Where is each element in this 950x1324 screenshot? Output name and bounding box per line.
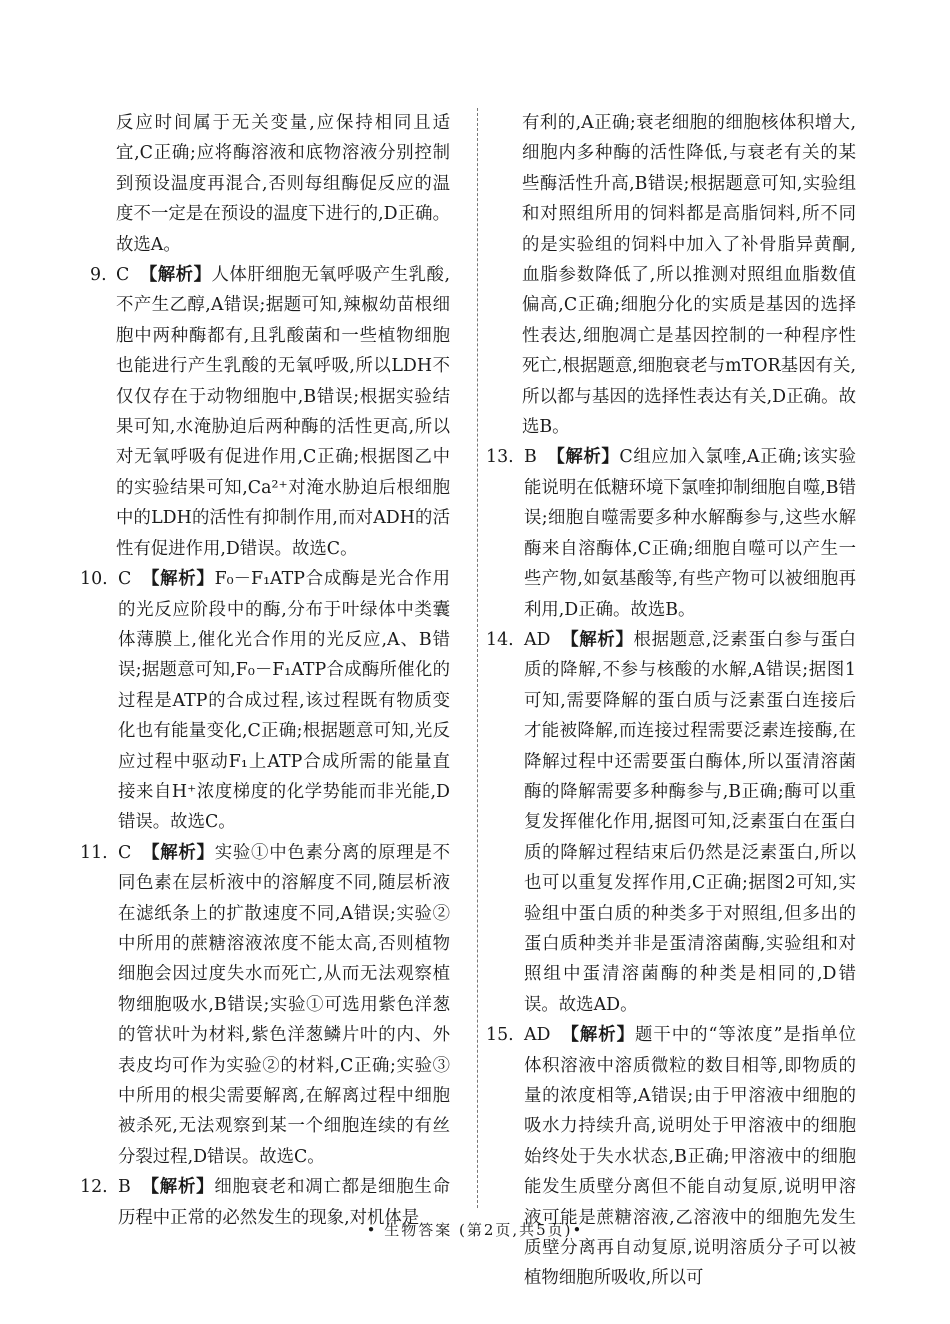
- column-divider: [477, 108, 478, 1208]
- question-9-explanation: [90, 260, 450, 564]
- question-number: 12.: [80, 1177, 108, 1198]
- question-15-explanation: [486, 1020, 856, 1294]
- question-number: 14.: [486, 629, 514, 650]
- question-10-explanation: [80, 564, 450, 838]
- analysis-tag: 【解析】: [560, 629, 634, 650]
- right-column: [486, 108, 856, 1294]
- explanation-text: 人体肝细胞无氧呼吸产生乳酸,不产生乙醇,A错误;据题可知,辣椒幼苗根细胞中两种酶都有,且乳酸菌和一些植物细胞也能进行产生乳酸的无氧呼吸,所以LDH不仅仅存在于动物细胞中,B错误;根据实验结果可知,水淹胁迫后两种酶的活性更高,所以对无氧呼吸有促进作用,C正确;根据图乙中的实验结果可知,Ca²⁺对淹水胁迫后根细胞中的LDH的活性有抑制作用,而对ADH的活性有促进作用,D错误。故选C。: [116, 265, 450, 559]
- explanation-text: F₀－F₁ATP合成酶是光合作用的光反应阶段中的酶,分布于叶绿体中类囊体薄膜上,催化光合作用的光反应,A、B错误;据题意可知,F₀－F₁ATP合成酶所催化的过程是ATP的合成过程,该过程既有物质变化也有能量变化,C正确;根据题意可知,光反应过程中驱动F₁上ATP合成所需的能量直接来自H⁺浓度梯度的化学势能而非光能,D错误。故选C。: [118, 569, 450, 833]
- analysis-tag: 【解析】: [140, 1177, 215, 1198]
- explanation-text: 根据题意,泛素蛋白参与蛋白质的降解,不参与核酸的水解,A错误;据图1可知,需要降解的蛋白质与泛素蛋白连接后才能被降解,而连接过程需要泛素连接酶,在降解过程中还需要蛋白酶体,所以蛋清溶菌酶的降解需要多种酶参与,B正确;酶可以重复发挥催化作用,据图可知,泛素蛋白在蛋白质的降解过程结束后仍然是泛素蛋白,所以也可以重复发挥作用,C正确;据图2可知,实验组中蛋白质的种类多于对照组,但多出的蛋白质种类并非是蛋清溶菌酶,实验组和对照组中蛋清溶菌酶的种类是相同的,D错误。故选AD。: [524, 629, 856, 1015]
- analysis-tag: 【解析】: [560, 1025, 636, 1046]
- left-column: [80, 108, 450, 1233]
- page-footer: • 生物答案 (第2页,共5页)•: [366, 1221, 584, 1239]
- question-13-explanation: [486, 442, 856, 624]
- question-number: 9.: [90, 265, 107, 286]
- q8-continuation: 反应时间属于无关变量,应保持相同且适宜,C正确;应将酶溶液和底物溶液分别控制到预设温度再混合,否则每组酶促反应的温度不一定是在预设的温度下进行的,D正确。故选A。: [116, 113, 450, 255]
- answer-letter: C: [118, 569, 132, 590]
- question-number: 10.: [80, 569, 108, 590]
- analysis-tag: 【解析】: [141, 569, 215, 590]
- explanation-text: 题干中的“等浓度”是指单位体积溶液中溶质微粒的数目相等,即物质的量的浓度相等,A错误;由于甲溶液中细胞的吸水力持续升高,说明处于甲溶液中的细胞始终处于失水状态,B正确;甲溶液中的细胞能发生质壁分离但不能自动复原,说明甲溶液可能是蔗糖溶液,乙溶液中的细胞先发生质壁分离再自动复原,说明溶质分子可以被植物细胞所吸收,所以可: [524, 1025, 856, 1289]
- answer-letter: AD: [524, 1025, 551, 1046]
- question-11-explanation: [80, 838, 450, 1172]
- answer-letter: B: [524, 447, 537, 468]
- analysis-tag: 【解析】: [546, 447, 620, 468]
- question-number: 15.: [486, 1025, 514, 1046]
- answer-letter: C: [116, 265, 130, 286]
- answer-letter: C: [118, 842, 132, 863]
- question-14-explanation: [486, 625, 856, 1020]
- q12-continuation: 有利的,A正确;衰老细胞的细胞核体积增大,细胞内多种酶的活性降低,与衰老有关的某些酶活性升高,B错误;根据题意可知,实验组和对照组所用的饲料都是高脂饲料,所不同的是实验组的饲料中加入了补骨脂异黄酮,血脂参数降低了,所以推测对照组血脂数值偏高,C正确;细胞分化的实质是基因的选择性表达,细胞凋亡是基因控制的一种程序性死亡,根据题意,细胞衰老与mTOR基因有关,所以都与基因的选择性表达有关,D正确。故选B。: [522, 113, 856, 438]
- answer-letter: B: [118, 1177, 131, 1198]
- analysis-tag: 【解析】: [141, 842, 215, 863]
- question-number: 13.: [486, 447, 514, 468]
- explanation-text: 实验①中色素分离的原理是不同色素在层析液中的溶解度不同,随层析液在滤纸条上的扩散速度不同,A错误;实验②中所用的蔗糖溶液浓度不能太高,否则植物细胞会因过度失水而死亡,从而无法观察植物细胞吸水,B错误;实验①可选用紫色洋葱的管状叶为材料,紫色洋葱鳞片叶的内、外表皮均可作为实验②的材料,C正确;实验③中所用的根尖需要解离,在解离过程中细胞被杀死,无法观察到某一个细胞连续的有丝分裂过程,D错误。故选C。: [118, 842, 450, 1167]
- answer-letter: AD: [524, 629, 551, 650]
- explanation-text: C组应加入氯喹,A正确;该实验能说明在低糖环境下氯喹抑制细胞自噬,B错误;细胞自噬需要多种水解酶参与,这些水解酶来自溶酶体,C正确;细胞自噬可以产生一些产物,如氨基酸等,有些产物可以被细胞再利用,D正确。故选B。: [524, 447, 856, 620]
- question-number: 11.: [80, 842, 108, 863]
- explanation-text: 细胞衰老和凋亡都是细胞生命历程中正常的必然发生的现象,对机体是: [118, 1177, 450, 1228]
- analysis-tag: 【解析】: [139, 265, 212, 286]
